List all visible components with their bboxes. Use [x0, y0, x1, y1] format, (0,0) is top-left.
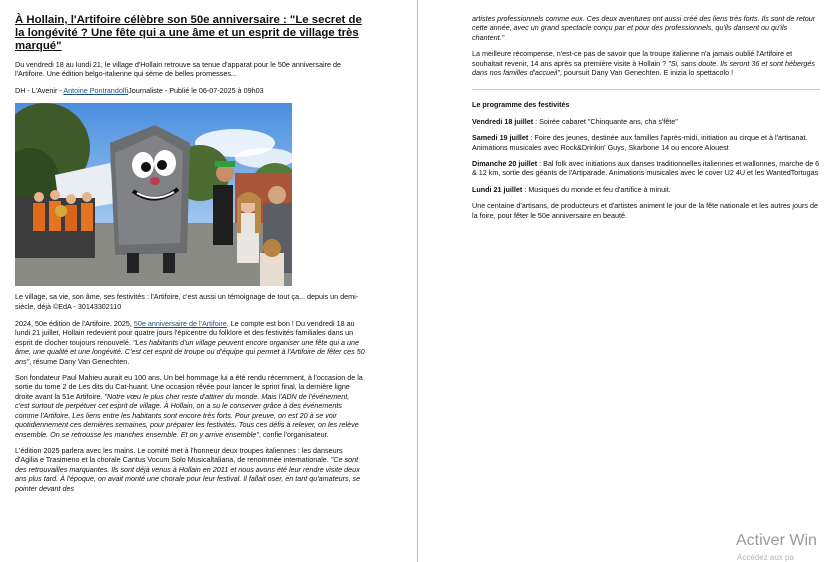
p3-text: L'édition 2025 parlera avec les mains. Le comité met à l'honneur deux troupes italiennes : les danseurs d'Agilia e Trasimeno et la chorale Cantus Vocum Solo Musicaltaliana, de renommée internationale.: [15, 445, 343, 465]
programme-item: [472, 159, 820, 178]
section-divider: [472, 89, 820, 90]
programme-desc: : Foire des jeunes, destinée aux familles l'après-midi, initiation au cirque et à l'artisanat. Animations musicales avec Rock&Drinkin' Guys, Skarbone 14 ou encore Alouest: [472, 133, 808, 152]
right-column: [472, 14, 820, 227]
article-paragraph-1: [15, 319, 365, 366]
r-p2-quote: "Si, sans doute. Ils seront 36 et sont hébergés dans nos familles d'accueil": [472, 58, 815, 78]
programme-day: Samedi 19 juillet: [472, 133, 529, 143]
r-p2-text-end: , poursuit Dany Van Genechten. E inizia lo spettacolo !: [559, 68, 734, 78]
p1-text: 2024, 50e édition de l'Artifoire. 2025,: [15, 319, 134, 329]
byline-source: DH - L'Avenir -: [15, 85, 64, 95]
author-link[interactable]: Antoine Pontrandolfi: [63, 85, 129, 95]
p2-quote: "Notre vœu le plus cher reste d'attirer du monde. Mais l'ADN de l'événement, c'est surtout de perpétuer cet esprit de village. À Hollain, on a su le conserver grâce à des événements comme l'Artifoire. Les liens entre les habitants sont encore très forts. Pour preuve, on est 20 à se voir quotidiennement ces dernières semaines, pour préparer les festivités. Tous ces défis à relever, on les relève ensemble. On se retrousse les manches ensemble. Et on y arrive ensemble": [15, 391, 359, 439]
programme-title: Le programme des festivités: [472, 100, 570, 110]
p2-text-end: , confie l'organisateur.: [258, 429, 329, 439]
programme-desc: : Bal folk avec initiations aux danses traditionnelles italiennes et wallonnes, marche de 6 & 12 km, sortie des géants de l'Artiparade. Animations musicales avec le cover U2 4U et les WantedTortugas: [472, 159, 820, 178]
article-paragraph-2: [15, 373, 365, 439]
p1-text-after: . Le compte est bon ! Du vendredi 18 au lundi 21 juillet, Hollain redevient pour quatre jours l'épicentre du folklore et des festivités familiales dans un esprit de clocher toujours renouvelé.: [15, 319, 355, 347]
programme-day: Dimanche 20 juillet: [472, 159, 538, 169]
page-divider: [417, 0, 418, 562]
programme-desc: : Musiques du monde et feu d'artifice à minuit.: [522, 184, 671, 194]
activate-windows-watermark: Activer Win: [736, 532, 817, 549]
r-p2-text: La meilleure récompense, n'est-ce pas de savoir que la troupe italienne n'a jamais oublié l'Artifoire et souhaitait revenir, 14 ans après sa première visite à Hollain ?: [472, 49, 793, 68]
p1-quote: "Les habitants d'un village peuvent encore organiser une fête qui a une âme, une qualité et une longévité. C'est cet esprit de troupe ou d'équipe qui permet à l'Artifoire de fêter ces 50 ans": [15, 337, 365, 366]
programme-day: Vendredi 18 juillet: [472, 116, 534, 126]
programme-desc: : Soirée cabaret "Chinquante ans, cha s'fête": [533, 116, 678, 126]
r-p1-quote: artistes professionnels comme eux. Ces deux aventures ont aussi créé des liens très forts. Ils sont de retour cette année, avec un grand spectacle conçu par et pour des professionnels, qu'ils dansent ou qu'ils chantent.": [472, 14, 816, 42]
left-column: [15, 14, 365, 500]
programme-item: [472, 133, 820, 152]
p1-text-end: , résume Dany Van Genechten.: [29, 356, 130, 366]
byline: [15, 86, 365, 95]
right-paragraph-1: [472, 14, 820, 42]
article-lead: Du vendredi 18 au lundi 21, le village d'Hollain retrouve sa tenue d'apparat pour le 50e anniversaire de l'Artifoire. Une édition belgo-italienne qui sème de belles promesses...: [15, 60, 341, 79]
p2-text: Son fondateur Paul Mahieu aurait eu 100 ans. Un bel hommage lui a été rendu récemment, à l'occasion de la sortie du tome 2 de Les dits du Cat-huant. Une occasion rêvée pour lancer le sprint final, la dernière ligne droite avant la 51e Artifoire.: [15, 373, 363, 401]
activate-windows-subtext: Accédez aux pa: [737, 553, 794, 562]
byline-date: Journaliste - Publié le 06-07-2025 à 09h03: [128, 85, 264, 95]
programme-closing: Une centaine d'artisans, de producteurs et d'artistes animent le jour de la fête nationale et les autres jours de la foire, pour fêter le 50e anniversaire en beauté.: [472, 201, 818, 220]
photo-caption: Le village, sa vie, son âme, ses festivités : l'Artifoire, c'est aussi un témoignage de tout ça... depuis un demi-siècle, déjà ©EdA - 30143302110: [15, 292, 359, 311]
programme-day: Lundi 21 juillet: [472, 184, 523, 194]
article-paragraph-3: [15, 446, 365, 493]
programme-item: [472, 185, 820, 194]
article-photo: [15, 103, 292, 286]
article-title: À Hollain, l'Artifoire célèbre son 50e anniversaire : "Le secret de la longévité ? Une fête qui a une âme et un esprit de village très marqué": [15, 14, 362, 52]
programme-item: [472, 117, 820, 126]
p3-quote: "Ce sont des retrouvailles marquantes. Ils sont déjà venus à Hollain en 2011 et nous avons été leur rendre visite deux ans plus tard. À l'époque, on avait monté une chorale pour leur festival. Il fallait oser, en tant qu'amateurs, se pointer devant des: [15, 455, 361, 493]
right-paragraph-2: [472, 49, 820, 77]
anniversary-link[interactable]: 50e anniversaire de l'Artifoire: [133, 319, 227, 329]
